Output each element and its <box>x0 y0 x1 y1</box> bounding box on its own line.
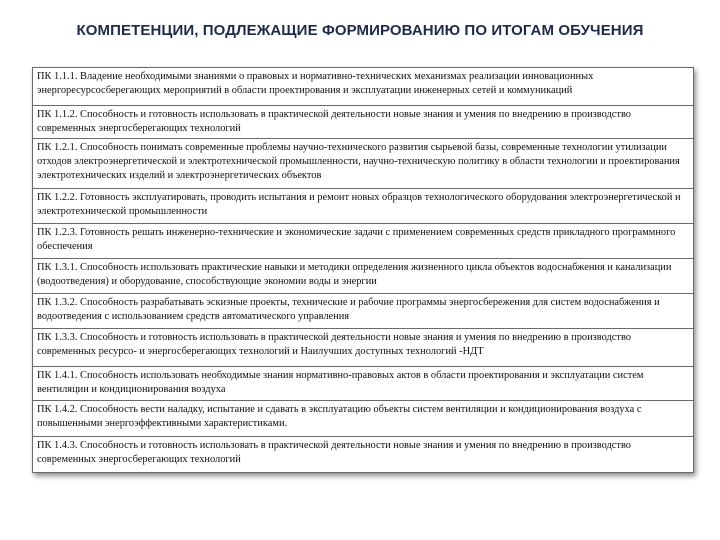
competency-row: ПК 1.2.2. Готовность эксплуатировать, проводить испытания и ремонт новых образцов технологического оборудования электроэнергетической и электротехнической промышленности <box>33 189 693 224</box>
competency-row: ПК 1.1.1. Владение необходимыми знаниями о правовых и нормативно-технических механизмах реализации инновационных энергоресурсосберегающих мероприятий в области проектирования и эксплуатации инженерных сетей и коммуникаций <box>33 68 693 106</box>
competency-row: ПК 1.4.2. Способность вести наладку, испытание и сдавать в эксплуатацию объекты систем вентиляции и кондиционирования воздуха с повышенными энергоэффективными характеристиками. <box>33 401 693 437</box>
competency-row: ПК 1.4.1. Способность использовать необходимые знания нормативно-правовых актов в области проектирования и эксплуатации систем вентиляции и кондиционирования воздуха <box>33 367 693 401</box>
competency-row: ПК 1.3.2. Способность разрабатывать эскизные проекты, технические и рабочие программы энергосбережения для систем водоснабжения и водоотведения с использованием средств автоматического управления <box>33 294 693 329</box>
competency-row: ПК 1.2.1. Способность понимать современные проблемы научно-технического развития сырьевой базы, современные технологии утилизации отходов электроэнергетической и электротехнической промышленности, научно-техническую политику в области технологии и проектирования электротехнических изделий и электроэнергетических объектов <box>33 139 693 189</box>
competency-row: ПК 1.1.2. Способность и готовность использовать в практической деятельности новые знания и умения по внедрению в производство современных энергосберегающих технологий <box>33 106 693 139</box>
competency-row: ПК 1.3.3. Способность и готовность использовать в практической деятельности новые знания и умения по внедрению в производство современных ресурсо- и энергосберегающих технологий и Наилучших доступных технологий -НДТ <box>33 329 693 367</box>
competency-row: ПК 1.3.1. Способность использовать практические навыки и методики определения жизненного цикла объектов водоснабжения и канализации (водоотведения) и оборудование, способствующие экономии воды и энергии <box>33 259 693 294</box>
page-title: КОМПЕТЕНЦИИ, ПОДЛЕЖАЩИЕ ФОРМИРОВАНИЮ ПО ИТОГАМ ОБУЧЕНИЯ <box>76 22 644 39</box>
competency-row: ПК 1.2.3. Готовность решать инженерно-технические и экономические задачи с применением современных средств прикладного программного обеспечения <box>33 224 693 259</box>
competency-row: ПК 1.4.3. Способность и готовность использовать в практической деятельности новые знания и умения по внедрению в производство современных энергосберегающих технологий <box>37 440 631 465</box>
competencies-table <box>32 67 694 473</box>
